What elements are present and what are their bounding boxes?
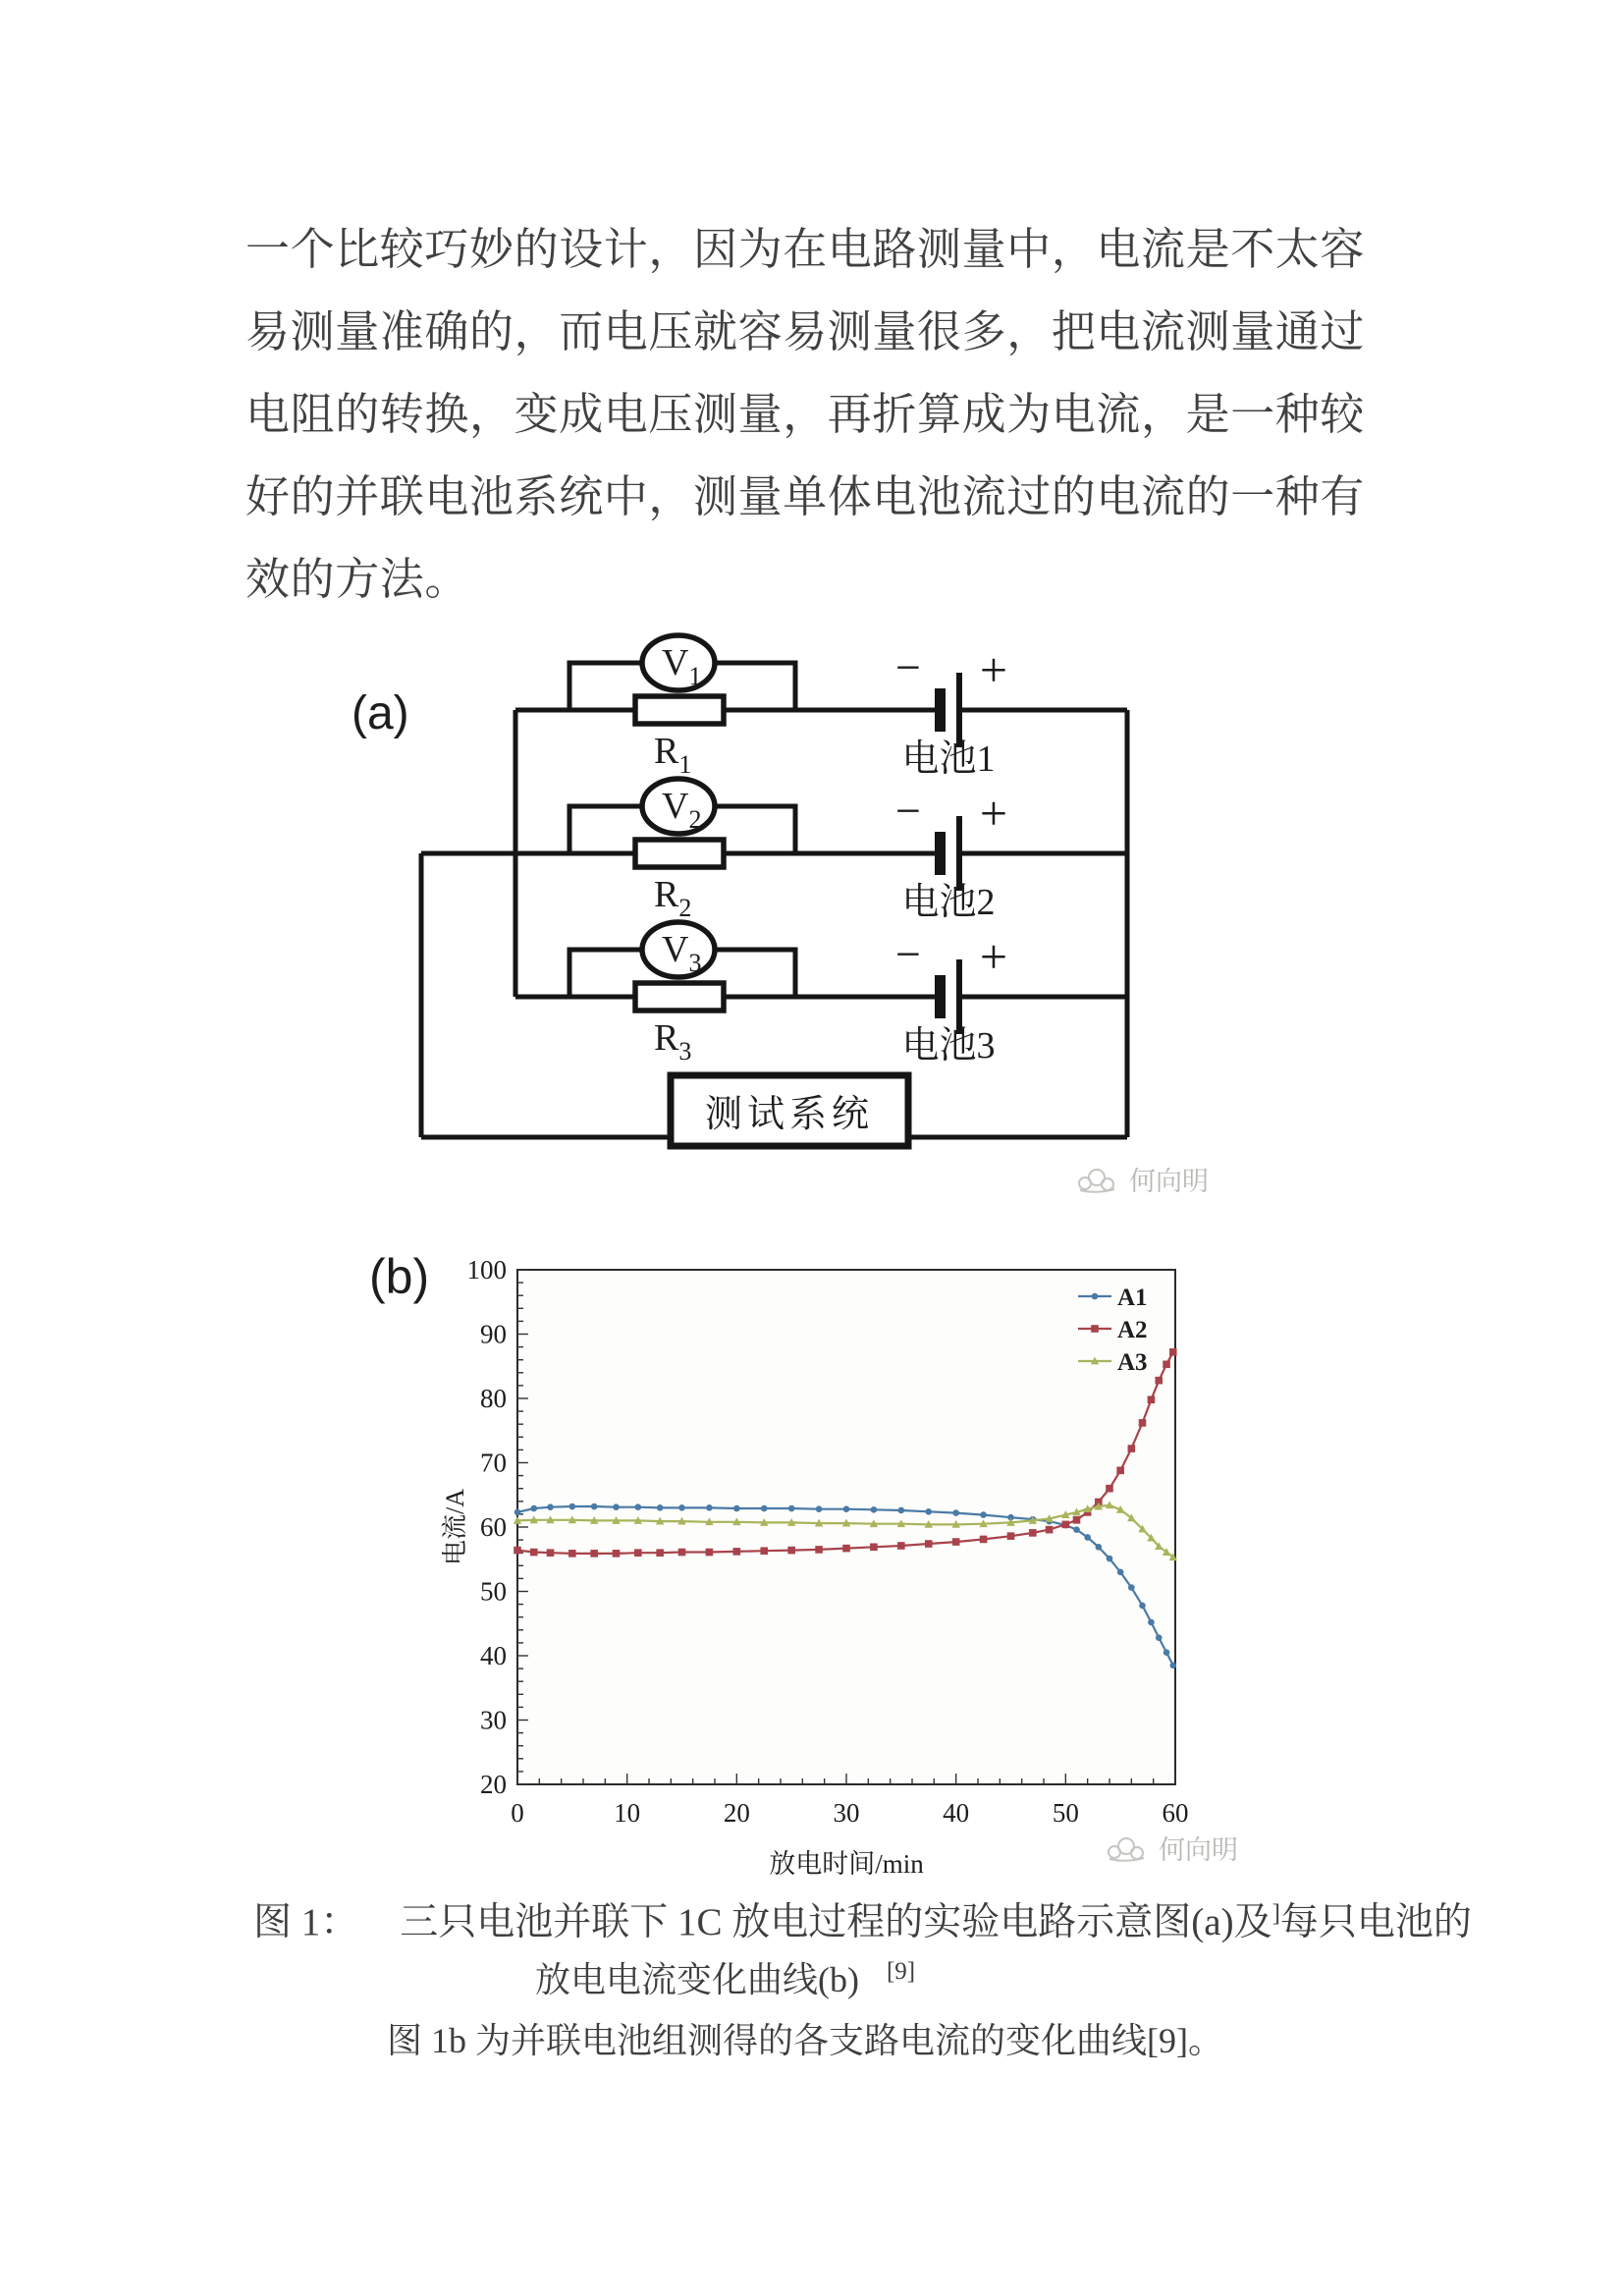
data-point-marker bbox=[788, 1505, 795, 1512]
panel-a-label: (a) bbox=[352, 687, 409, 739]
plus-sign: + bbox=[979, 642, 1008, 697]
reference-superscript: [9] bbox=[886, 1958, 916, 1985]
data-point-marker bbox=[634, 1549, 642, 1557]
figure-caption-line-3: 图 1b 为并联电池组测得的各支路电流的变化曲线[9]。 bbox=[387, 2021, 1223, 2060]
voltmeter-label: $V_1$ bbox=[662, 642, 702, 690]
battery-negative-plate bbox=[935, 975, 946, 1018]
minus-sign: − bbox=[895, 929, 921, 979]
data-point-marker bbox=[591, 1503, 598, 1510]
figure-number-label: 图 1： bbox=[253, 1901, 359, 1943]
y-tick-label: 70 bbox=[480, 1448, 507, 1478]
circuit-diagram-figure-a bbox=[344, 619, 1178, 1178]
data-point-marker bbox=[1096, 1544, 1103, 1551]
minus-sign: − bbox=[895, 642, 921, 692]
data-point-marker bbox=[1106, 1485, 1113, 1493]
y-tick-label: 30 bbox=[480, 1705, 507, 1735]
data-point-marker bbox=[1128, 1584, 1135, 1591]
y-tick-label: 40 bbox=[480, 1641, 507, 1670]
author-watermark bbox=[1105, 1829, 1238, 1867]
data-point-marker bbox=[1169, 1348, 1177, 1356]
data-point-marker bbox=[706, 1504, 713, 1511]
cloud-scribble-icon bbox=[1105, 1832, 1150, 1864]
minus-sign: − bbox=[895, 786, 921, 836]
resistor-symbol bbox=[635, 696, 724, 724]
voltmeter-label: $V_3$ bbox=[662, 929, 702, 977]
data-point-marker bbox=[952, 1538, 960, 1546]
data-point-marker bbox=[1117, 1569, 1124, 1576]
x-tick-label: 60 bbox=[1162, 1798, 1189, 1828]
data-point-marker bbox=[568, 1550, 576, 1558]
data-point-marker bbox=[897, 1542, 905, 1550]
data-point-marker bbox=[1139, 1419, 1147, 1427]
data-point-marker bbox=[1046, 1526, 1054, 1534]
data-point-marker bbox=[657, 1504, 664, 1511]
battery-positive-plate bbox=[956, 959, 962, 1034]
data-point-marker bbox=[760, 1547, 768, 1555]
data-point-marker bbox=[678, 1549, 686, 1557]
caption-text: 放电电流变化曲线(b) bbox=[535, 1960, 859, 1999]
discharge-current-chart-figure-b bbox=[363, 1232, 1247, 1900]
y-tick-label: 60 bbox=[480, 1512, 507, 1542]
data-point-marker bbox=[514, 1547, 521, 1555]
data-point-marker bbox=[925, 1540, 933, 1548]
figure-caption-line-2 bbox=[535, 1952, 915, 2002]
data-point-marker bbox=[530, 1549, 538, 1557]
data-point-marker bbox=[706, 1549, 714, 1557]
data-point-marker bbox=[569, 1503, 576, 1510]
x-tick-label: 20 bbox=[723, 1798, 750, 1828]
caption-superscript: ] bbox=[1271, 1900, 1280, 1927]
data-point-marker bbox=[842, 1545, 850, 1553]
x-tick-label: 0 bbox=[511, 1798, 524, 1828]
data-point-marker bbox=[530, 1505, 537, 1512]
x-tick-label: 10 bbox=[614, 1798, 641, 1828]
author-watermark bbox=[1075, 1160, 1209, 1198]
resistor-label: $R_1$ bbox=[654, 731, 692, 779]
plus-sign: + bbox=[979, 929, 1008, 984]
data-point-marker bbox=[733, 1505, 740, 1512]
data-point-marker bbox=[1163, 1649, 1170, 1656]
data-point-marker bbox=[815, 1546, 823, 1554]
data-point-marker bbox=[816, 1505, 823, 1512]
data-point-marker bbox=[1073, 1526, 1080, 1533]
data-point-marker bbox=[1062, 1521, 1070, 1529]
plus-sign: + bbox=[979, 786, 1008, 841]
data-point-marker bbox=[1169, 1663, 1176, 1669]
data-point-marker bbox=[1073, 1516, 1081, 1524]
figure-caption-line-1 bbox=[253, 1891, 1472, 1946]
data-point-marker bbox=[1091, 1325, 1099, 1333]
battery-negative-plate bbox=[935, 688, 946, 732]
data-point-marker bbox=[870, 1544, 878, 1552]
data-point-marker bbox=[1092, 1293, 1099, 1300]
y-tick-label: 50 bbox=[480, 1576, 507, 1607]
legend-label: A3 bbox=[1117, 1349, 1148, 1376]
data-point-marker bbox=[925, 1508, 932, 1515]
data-point-marker bbox=[635, 1503, 642, 1510]
data-point-marker bbox=[733, 1548, 741, 1556]
paragraph-line: 效的方法。 bbox=[245, 555, 470, 604]
paragraph-line: 好的并联电池系统中，测量单体电池流过的电流的一种有 bbox=[245, 472, 1366, 521]
legend-label: A1 bbox=[1117, 1285, 1148, 1311]
x-axis-title: 放电时间/min bbox=[769, 1849, 924, 1879]
data-point-marker bbox=[1156, 1634, 1163, 1641]
data-point-marker bbox=[787, 1547, 795, 1555]
data-point-marker bbox=[1128, 1445, 1136, 1452]
legend-label: A2 bbox=[1117, 1317, 1148, 1343]
data-point-marker bbox=[1163, 1360, 1170, 1368]
resistor-symbol bbox=[635, 840, 724, 867]
test-system-label: 测试系统 bbox=[704, 1094, 875, 1135]
battery-positive-plate bbox=[956, 673, 962, 747]
caption-text: 三只电池并联下 1C 放电过程的实验电路示意图(a)及 bbox=[400, 1901, 1272, 1943]
data-point-marker bbox=[898, 1507, 905, 1514]
data-point-marker bbox=[547, 1503, 554, 1510]
data-point-marker bbox=[980, 1536, 988, 1544]
x-tick-label: 30 bbox=[833, 1798, 860, 1828]
resistor-label: $R_3$ bbox=[654, 1017, 692, 1066]
y-tick-label: 20 bbox=[480, 1770, 507, 1799]
watermark-text: 何向明 bbox=[1159, 1835, 1238, 1865]
cloud-scribble-icon bbox=[1075, 1164, 1120, 1195]
data-point-marker bbox=[613, 1503, 620, 1510]
watermark-text: 何向明 bbox=[1129, 1167, 1209, 1196]
y-tick-label: 80 bbox=[480, 1384, 507, 1413]
x-tick-label: 50 bbox=[1052, 1798, 1079, 1828]
battery-label: 电池1 bbox=[901, 738, 996, 780]
y-axis-title: 电流/A bbox=[441, 1488, 469, 1566]
data-point-marker bbox=[952, 1509, 959, 1516]
y-tick-label: 100 bbox=[466, 1255, 507, 1285]
data-point-marker bbox=[843, 1505, 850, 1512]
data-point-marker bbox=[590, 1550, 598, 1558]
resistor-symbol bbox=[635, 983, 724, 1011]
data-point-marker bbox=[980, 1511, 987, 1518]
data-point-marker bbox=[1029, 1529, 1037, 1537]
paragraph-line: 电阻的转换，变成电压测量，再折算成为电流，是一种较 bbox=[245, 390, 1366, 439]
data-point-marker bbox=[678, 1504, 685, 1511]
battery-negative-plate bbox=[935, 832, 946, 875]
resistor-label: $R_2$ bbox=[654, 874, 692, 922]
body-paragraph bbox=[245, 208, 1414, 621]
battery-label: 电池3 bbox=[901, 1025, 996, 1066]
panel-b-label: (b) bbox=[369, 1249, 430, 1304]
data-point-marker bbox=[1084, 1534, 1091, 1541]
y-tick-label: 90 bbox=[480, 1319, 507, 1349]
data-point-marker bbox=[1107, 1556, 1113, 1562]
caption-text: 每只电池的 bbox=[1279, 1901, 1472, 1943]
data-point-marker bbox=[1148, 1619, 1155, 1626]
data-point-marker bbox=[1148, 1396, 1156, 1404]
voltmeter-label: $V_2$ bbox=[662, 786, 702, 834]
data-point-marker bbox=[761, 1505, 768, 1512]
battery-label: 电池2 bbox=[901, 882, 996, 923]
data-point-marker bbox=[1155, 1377, 1163, 1385]
data-point-marker bbox=[547, 1549, 555, 1557]
x-tick-label: 40 bbox=[943, 1798, 970, 1828]
data-point-marker bbox=[1139, 1603, 1146, 1610]
data-point-marker bbox=[613, 1550, 621, 1558]
data-point-marker bbox=[656, 1549, 664, 1557]
battery-positive-plate bbox=[956, 816, 962, 891]
paragraph-line: 一个比较巧妙的设计，因为在电路测量中，电流是不太容 bbox=[245, 225, 1366, 274]
data-point-marker bbox=[871, 1506, 878, 1513]
data-point-marker bbox=[514, 1509, 521, 1516]
data-point-marker bbox=[1007, 1532, 1015, 1540]
data-point-marker bbox=[1116, 1467, 1124, 1475]
paragraph-line: 易测量准确的，而电压就容易测量很多，把电流测量通过 bbox=[245, 307, 1366, 356]
